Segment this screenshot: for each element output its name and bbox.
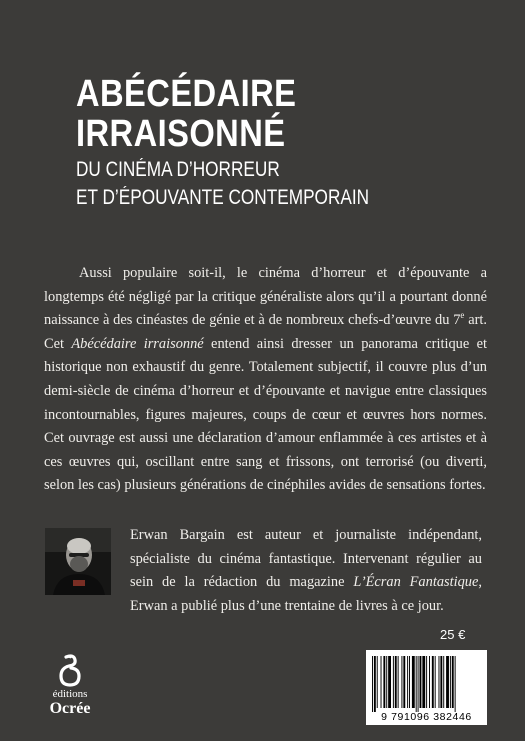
- author-bio-paragraph: [130, 524, 482, 618]
- barcode-bar: [446, 656, 449, 708]
- subtitle-line-2: ET D’ÉPOUVANTE CONTEMPORAIN: [76, 186, 370, 209]
- barcode-bar: [435, 656, 436, 708]
- barcode-bar: [412, 656, 415, 708]
- author-bio-text-1: Erwan Bargain est auteur et journaliste indépendant, spécialiste du cinéma fantastique. Intervenant régulier au sein de la rédaction du magazine: [130, 527, 482, 591]
- barcode-bar: [429, 656, 430, 708]
- barcode-bar: [439, 656, 440, 708]
- subtitle-line-1: DU CINÉMA D’HORREUR: [76, 158, 280, 181]
- barcode-bar: [377, 656, 378, 708]
- isbn-barcode: [366, 650, 487, 725]
- barcode-bar: [426, 656, 427, 708]
- author-magazine-title: L’Écran Fantastique: [353, 574, 479, 591]
- barcode-bar: [398, 656, 399, 708]
- author-photo: [45, 528, 111, 595]
- barcode-bar: [418, 656, 419, 712]
- blurb-paragraph: [44, 262, 487, 498]
- blurb-superscript: e: [460, 310, 465, 321]
- title-line-2: IRRAISONNÉ: [76, 113, 286, 155]
- blurb-text-3: entend ainsi dresser un panorama critique et historique non exhaustif du genre. Totalement subjectif, il couvre plus d’un demi-siècle de cinéma d’horreur et d’épouvante et navigue entre classiques incontournables, figures majeures, coups de cœur et œuvres hors normes. Cet ouvrage est aussi une déclaration d’amour enflammée à ces artistes et à ces œuvres qui, oscillant entre sang et frissons, ont terrorisé (ou diverti, selon les cas) plusieurs générations de cinéphiles avides de sensations fortes.: [44, 335, 487, 494]
- blurb-text-2: art. Cet: [44, 312, 487, 352]
- barcode-bar: [374, 656, 376, 712]
- title-line-1: ABÉCÉDAIRE: [76, 73, 297, 115]
- barcode-bar: [455, 656, 456, 712]
- barcode-bar: [432, 656, 434, 708]
- barcode-bar: [386, 656, 387, 708]
- barcode-bar: [420, 656, 422, 708]
- barcode-digits: 9 791096 382446: [381, 711, 472, 723]
- blurb-book-title: Abécédaire irraisonné: [71, 335, 204, 352]
- barcode-bar: [443, 656, 444, 708]
- barcode-bar: [452, 656, 454, 708]
- publisher-logo: [40, 654, 100, 717]
- publisher-name-line-1: éditions: [52, 688, 88, 700]
- barcode-bar: [407, 656, 408, 708]
- barcode-bar: [393, 656, 394, 708]
- price-label: 25 €: [440, 627, 466, 642]
- barcode-bar: [372, 656, 373, 712]
- barcode-bar: [388, 656, 391, 708]
- book-blurb: [44, 262, 487, 498]
- author-portrait-image: [45, 528, 111, 595]
- barcode-bar: [440, 656, 442, 708]
- barcode-bar: [409, 656, 410, 708]
- author-bio: [130, 524, 482, 618]
- blurb-text-1: Aussi populaire soit-il, le cinéma d’horreur et d’épouvante a longtemps été négligé par la critique généraliste alors qu’il a pourtant donné naissance à des cinéastes de génie et à de nombreux chefs-d’œuvre du 7: [44, 265, 487, 329]
- publisher-name-line-2: Ocrée: [49, 700, 91, 717]
- barcode-bar: [416, 656, 417, 712]
- barcode-bar: [383, 656, 385, 708]
- title-block: [76, 74, 433, 212]
- barcode-bar: [450, 656, 451, 708]
- barcode-bar: [403, 656, 405, 708]
- publisher-emblem-icon: [57, 654, 83, 688]
- barcode-bar: [395, 656, 397, 708]
- barcode-bars: [366, 650, 487, 712]
- author-bio-text-2: , Erwan a publié plus d’une trentaine de livres à ce jour.: [130, 574, 483, 614]
- barcode-bar: [401, 656, 402, 708]
- barcode-bar: [422, 656, 425, 708]
- barcode-bar: [381, 656, 382, 708]
